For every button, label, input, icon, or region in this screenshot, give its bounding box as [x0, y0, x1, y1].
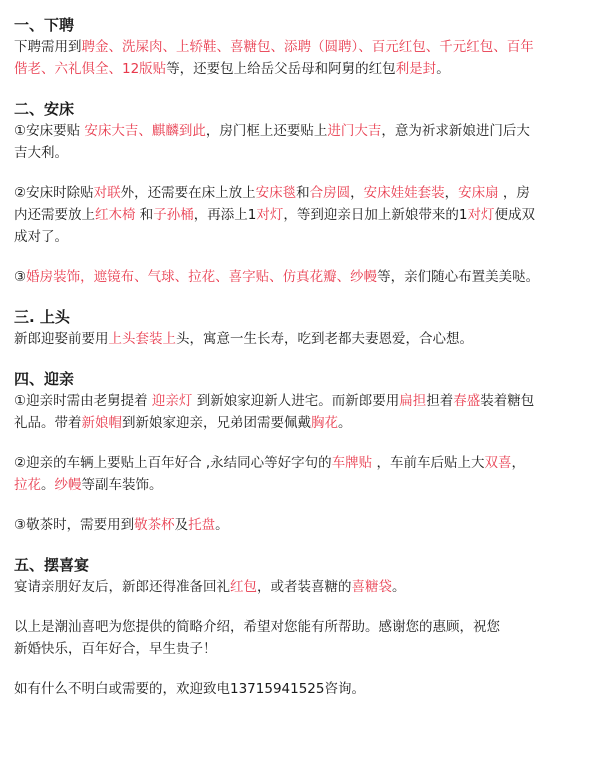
text-run: 礼品。带着 [14, 415, 82, 431]
text-run: 成对了。 [14, 229, 68, 245]
text-run: 。 [392, 579, 406, 595]
text-line [14, 474, 600, 496]
text-run: ，房 [498, 185, 530, 201]
text-run: ，等到迎亲日加上新娘带来的1 [283, 207, 468, 223]
highlighted-text: 利是封 [395, 61, 437, 77]
text-line [14, 576, 600, 598]
text-run: 外，还需要在床上放上 [120, 185, 256, 201]
text-line [14, 36, 600, 58]
paragraph [14, 266, 600, 288]
highlighted-text: 敬茶杯 [134, 517, 175, 533]
section-heading: 五、摆喜宴 [14, 556, 90, 574]
highlighted-text: 红包 [230, 579, 257, 595]
text-run: 便成双 [494, 207, 535, 223]
highlighted-text: 子孙桶 [153, 207, 194, 223]
section-heading: 一、下聘 [14, 16, 75, 34]
text-run: 等，亲们随心布置美美哒。 [377, 269, 540, 285]
highlighted-text: 进门大吉 [327, 123, 382, 139]
text-run: ①安床要贴 [14, 123, 85, 139]
highlighted-text: 喜糖袋 [351, 579, 392, 595]
text-run: ，再添上1 [193, 207, 257, 223]
text-run: 担着 [426, 393, 454, 409]
text-run: 吉大利。 [14, 145, 68, 161]
spacer [14, 536, 600, 554]
text-line [14, 328, 600, 350]
text-run: 。 [436, 61, 450, 77]
text-run: ，车前车后贴上大 [372, 455, 485, 471]
text-run: 及 [174, 517, 189, 533]
spacer [14, 598, 600, 616]
text-line [14, 226, 600, 248]
text-run: 头，寓意一生长寿，吃到老都夫妻恩爱，合心想。 [176, 331, 473, 347]
text-run: ，意为祈求新娘进门后大 [381, 123, 530, 139]
text-run: 以上是潮汕喜吧为您提供的简略介绍，希望对您能有所帮助。感谢您的惠顾，祝您 [14, 619, 500, 635]
text-run: 下聘需用到 [14, 39, 82, 55]
text-run: 到新娘家迎新人进宅。而新郎要用 [192, 393, 400, 409]
paragraph [14, 452, 600, 496]
highlighted-text: 婚房装饰，遮镜布、气球、拉花、喜字贴、仿真花瓣、纱幔 [26, 269, 378, 285]
paragraph [14, 120, 600, 164]
text-run: 宴请亲朋好友后，新郎还得准备回礼 [14, 579, 230, 595]
spacer [14, 80, 600, 98]
text-run: 等副车装饰。 [81, 477, 163, 493]
highlighted-text: 春盛 [453, 393, 481, 409]
text-run: 。 [338, 415, 352, 431]
highlighted-text: 扁担 [399, 393, 427, 409]
text-line [14, 390, 600, 412]
text-run: ， [350, 185, 364, 201]
highlighted-text: 车牌贴 [331, 455, 373, 471]
paragraph [14, 36, 600, 80]
text-run: 。 [41, 477, 55, 493]
section-heading: 四、迎亲 [14, 370, 75, 388]
text-run: ，或者装喜糖的 [257, 579, 352, 595]
text-line [14, 204, 600, 226]
spacer [14, 660, 600, 678]
text-run: ， [511, 455, 525, 471]
highlighted-text: 安床大吉、麒麟到此 [84, 123, 206, 139]
paragraph [14, 576, 600, 598]
highlighted-text: 红木椅 [95, 207, 136, 223]
text-line [14, 142, 600, 164]
text-line [14, 58, 600, 80]
spacer [14, 164, 600, 182]
text-line [14, 678, 600, 700]
spacer [14, 288, 600, 306]
highlighted-text: 对灯 [256, 207, 284, 223]
text-line [14, 638, 600, 660]
paragraph [14, 514, 600, 536]
text-line [14, 182, 600, 204]
spacer [14, 434, 600, 452]
paragraph [14, 616, 600, 660]
text-line [14, 412, 600, 434]
highlighted-text: 对联 [93, 185, 121, 201]
text-run: ①迎亲时需由老舅提着 [14, 393, 152, 409]
text-run: 等，还要包上给岳父岳母和阿舅的红包 [166, 61, 396, 77]
text-line [14, 616, 600, 638]
highlighted-text: 胸花 [311, 415, 338, 431]
text-run: 新婚快乐，百年好合，早生贵子！ [14, 641, 217, 657]
text-run: 到新娘家迎亲，兄弟团需要佩戴 [122, 415, 311, 431]
section-heading: 二、安床 [14, 100, 75, 118]
text-line [14, 514, 600, 536]
highlighted-text: 安床扇 [458, 185, 499, 201]
text-line [14, 120, 600, 142]
text-run: 新郎迎娶前要用 [14, 331, 109, 347]
paragraph [14, 678, 600, 700]
highlighted-text: 合房圆 [309, 185, 351, 201]
text-run: 装着糖包 [480, 393, 535, 409]
text-run: 。 [215, 517, 229, 533]
spacer [14, 496, 600, 514]
paragraph [14, 390, 600, 434]
highlighted-text: 拉花 [14, 477, 41, 493]
document-body [14, 14, 600, 718]
text-line [14, 266, 600, 288]
highlighted-text: 纱幔 [54, 477, 82, 493]
text-run: 和 [135, 207, 154, 223]
spacer [14, 350, 600, 368]
text-run: 如有什么不明白或需要的，欢迎致电13715941525咨询。 [14, 681, 365, 697]
text-run: ③敬茶时，需要用到 [14, 517, 135, 533]
text-line [14, 452, 600, 474]
highlighted-text: 托盘 [188, 517, 216, 533]
highlighted-text: 新娘帽 [81, 415, 122, 431]
highlighted-text: 偕老、六礼俱全、12版贴 [14, 61, 167, 77]
paragraph [14, 182, 600, 248]
text-run: ②安床时除贴 [14, 185, 94, 201]
highlighted-text: 聘金、洗屎肉、上轿鞋、喜糖包、添聘（圆聘）、百元红包、千元红包、百年 [81, 39, 534, 55]
spacer [14, 248, 600, 266]
highlighted-text: 对灯 [467, 207, 495, 223]
text-run: 内还需要放上 [14, 207, 95, 223]
text-run: ③ [14, 269, 27, 285]
highlighted-text: 迎亲灯 [151, 393, 193, 409]
highlighted-text: 上头套装上 [108, 331, 176, 347]
text-run: 和 [296, 185, 310, 201]
text-run: ， [444, 185, 459, 201]
highlighted-text: 双喜 [484, 455, 512, 471]
text-run: ，房门框上还要贴上 [205, 123, 328, 139]
highlighted-text: 安床毯 [255, 185, 297, 201]
paragraph [14, 328, 600, 350]
highlighted-text: 安床娃娃套装 [363, 185, 445, 201]
text-run: ②迎亲的车辆上要贴上百年好合 ,永结同心等好字句的 [14, 455, 332, 471]
spacer [14, 700, 600, 718]
section-heading: 三. 上头 [14, 308, 70, 326]
